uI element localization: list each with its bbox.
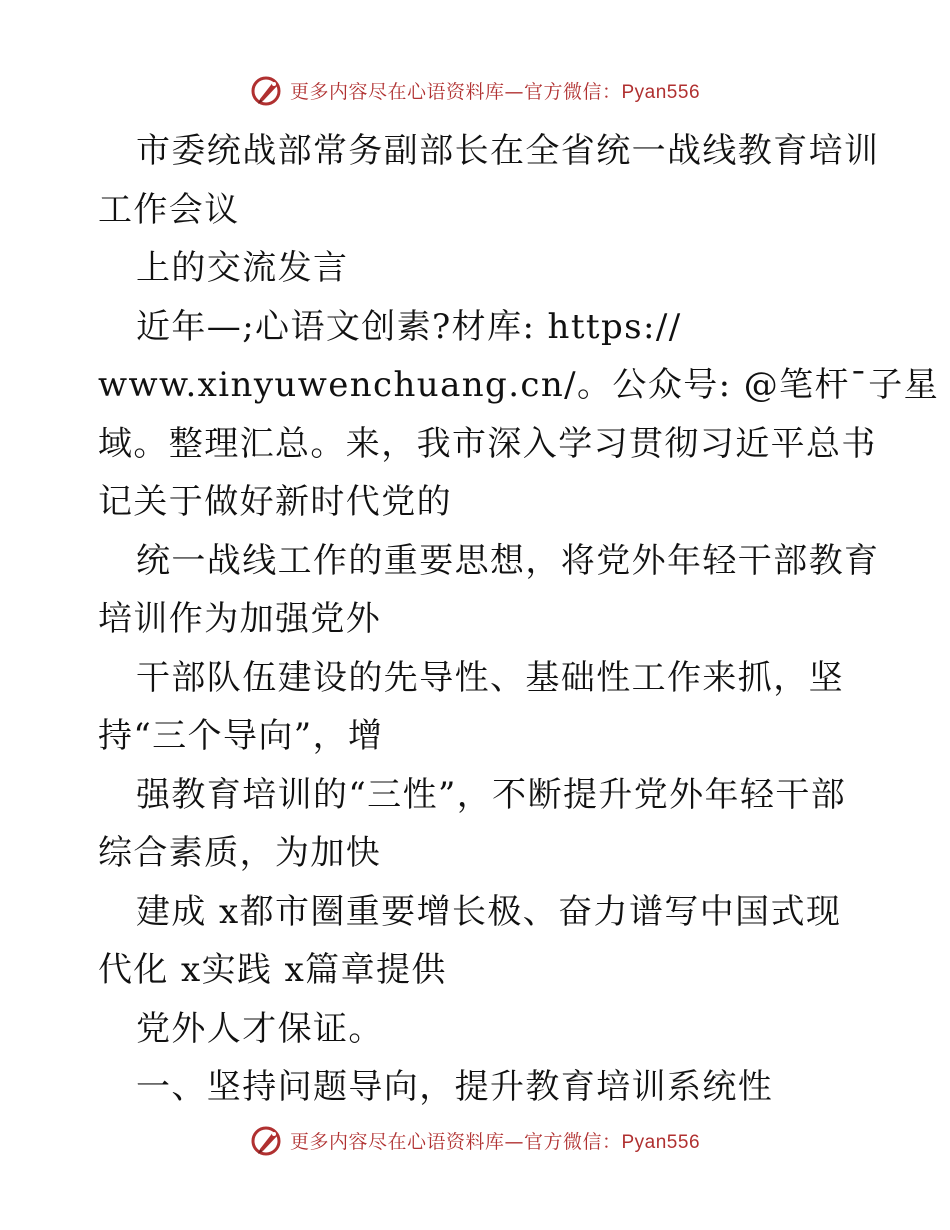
document-line: 培训作为加强党外 (98, 599, 382, 639)
document-line: 市委统战部常务副部长在全省统一战线教育培训 (136, 131, 880, 171)
pen-nib-logo-icon (250, 73, 284, 107)
header-banner-dash: — (504, 80, 524, 103)
footer-banner-text (290, 1127, 700, 1154)
document-line: 记关于做好新时代党的 (98, 482, 452, 522)
document-line: 统一战线工作的重要思想，将党外年轻干部教育 (136, 540, 880, 581)
header-banner (0, 70, 950, 110)
document-line: 党外人才保证。 (136, 1008, 384, 1049)
document-line: www.xinyuwenchuang.cn/。公众号: @笔杆¯子星 (98, 365, 940, 405)
footer-banner-main: 更多内容尽在心语资料库 (289, 1130, 505, 1153)
header-banner-official: 官方微信： (523, 80, 622, 103)
footer-banner-handle: Pyan556 (621, 1131, 701, 1153)
header-banner-text (290, 77, 700, 104)
header-banner-handle: Pyan556 (621, 81, 701, 103)
document-line: 上的交流发言 (136, 248, 349, 288)
document-line: 近年—;心语文创素?材库: https:// (136, 306, 682, 347)
document-line: 域。整理汇总。来，我市深入学习贯彻习近平总书 (98, 423, 877, 464)
footer-banner-dash: — (504, 1130, 524, 1153)
pen-nib-logo-icon (250, 1123, 284, 1157)
document-line: 一、坚持问题导向，提升教育培训系统性 (136, 1067, 774, 1107)
document-line: 工作会议 (98, 189, 240, 230)
document-line: 建成 x都市圈重要增长极、奋力谱写中国式现 (136, 891, 842, 932)
header-banner-main: 更多内容尽在心语资料库 (289, 80, 505, 103)
footer-banner-official: 官方微信： (523, 1130, 622, 1153)
document-line: 强教育培训的“三性”，不断提升党外年轻干部 (136, 774, 847, 815)
document-line: 代化 x实践 x篇章提供 (98, 950, 447, 990)
document-body (98, 122, 940, 1117)
document-line: 综合素质，为加快 (98, 833, 382, 873)
document-line: 干部队伍建设的先导性、基础性工作来抓，坚 (136, 657, 844, 698)
document-line: 持“三个导向”，增 (98, 716, 384, 756)
footer-banner (0, 1120, 950, 1160)
